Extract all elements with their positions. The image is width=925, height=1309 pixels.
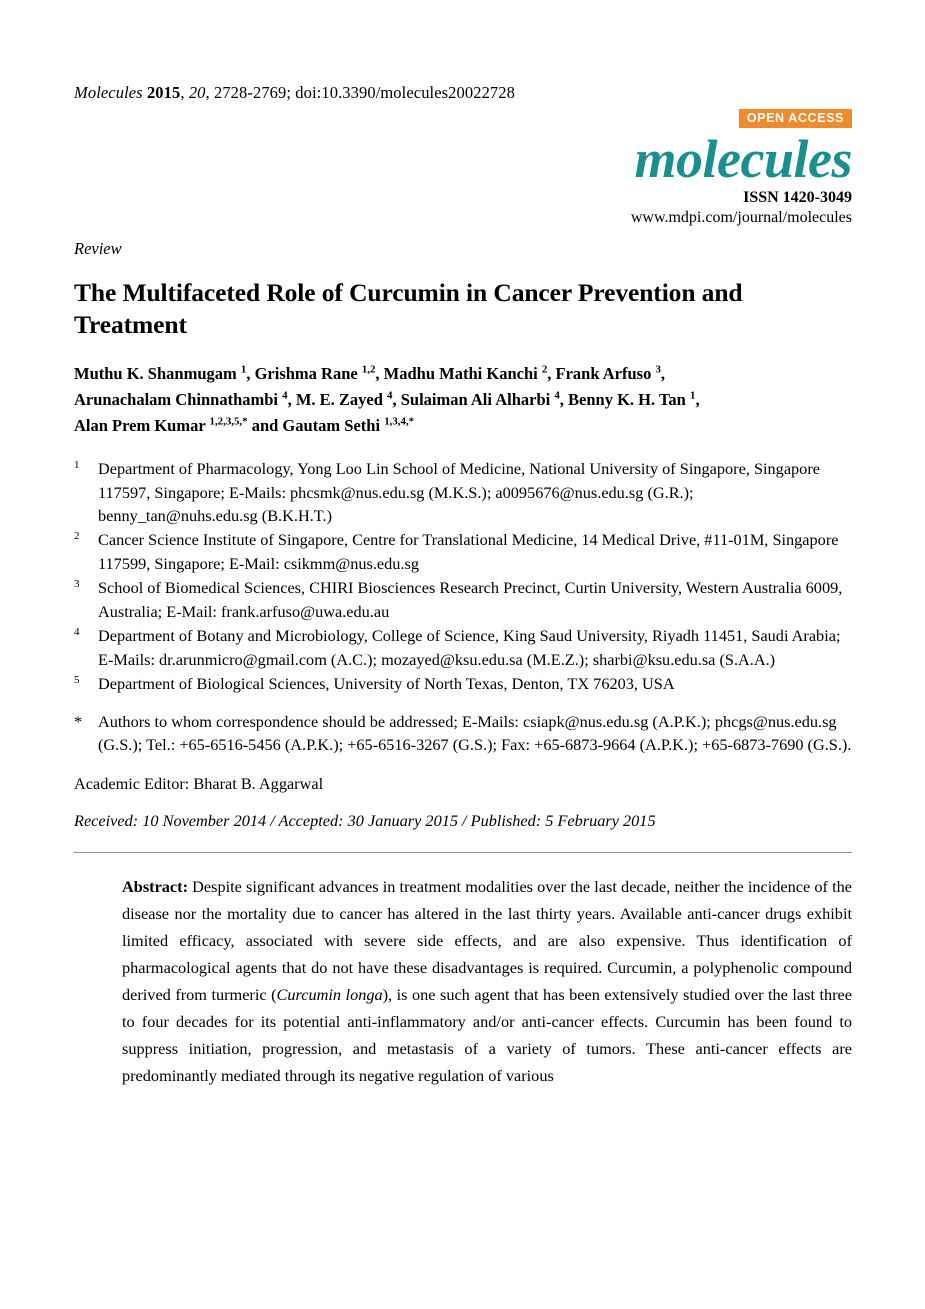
affiliation-item [74,672,852,695]
journal-volume: 20 [188,83,206,102]
publication-dates: Received: 10 November 2014 / Accepted: 30 January 2015 / Published: 5 February 2015 [74,810,656,830]
abstract-section [122,873,852,1089]
page-content [74,0,852,1089]
author-sep: , Benny K. H. Tan [559,389,690,409]
author-sep: , Grishma Rane [246,364,362,384]
author-affil-marker: 2 [541,363,548,376]
abstract-label: Abstract: [122,876,189,896]
author-affil-marker: 1 [240,363,247,376]
author-affil-marker: 1,3,4,* [384,415,415,428]
affiliation-item [74,624,852,671]
affiliation-marker: 5 [74,674,80,687]
author-affil-marker: 1,2 [361,363,376,376]
author-list [74,361,852,438]
abstract-italic-term: Curcumin longa [276,984,383,1004]
author-sep: and Gautam Sethi [247,415,385,435]
author-sep: , Frank Arfuso [547,364,656,384]
author-name: Alan Prem Kumar [74,415,210,435]
correspondence-text: Authors to whom correspondence should be addressed; E-Mails: csiapk@nus.edu.sg (A.P.K.); phcgs@nus.edu.sg (G.S.); Tel.: +65-6516-5456 (A.P.K.); +65-6516-3267 (G.S.); Fax: +65-6873-9664 (A.P.K.); +65-6873-7690 (G.S.). [98,711,852,755]
journal-year: 2015 [146,83,181,102]
affiliation-item [74,457,852,527]
academic-editor: Academic Editor: Bharat B. Aggarwal [74,773,324,793]
abstract-text-part2: ), is one such agent that has been extensively studied over the last three to four decades for its potential anti-inflammatory and/or anti-cancer effects. Curcumin has been found to suppress initiation, progression, and metastasis of a variety of tumors. These anti-cancer effects are predominantly mediated through its negative regulation of various [122,984,853,1085]
affiliation-marker: 3 [74,578,80,591]
article-type: Review [74,239,122,259]
author-line-3 [74,413,852,439]
author-affil-marker: 4 [387,389,393,402]
affiliation-text: Cancer Science Institute of Singapore, Centre for Translational Medicine, 14 Medical Drive, #11-01M, Singapore 117599, Singapore; E-Mail: csikmm@nus.edu.sg [98,530,839,573]
author-sep: , [660,364,666,384]
masthead [74,109,852,227]
author-affil-marker: 4 [554,389,560,402]
affiliation-text: Department of Pharmacology, Yong Loo Lin School of Medicine, National University of Singapore, Singapore 117597, Singapore; E-Mails: phcsmk@nus.edu.sg (M.K.S.); a0095676@nus.edu.sg (G.R.); benny_tan@nuhs.edu.sg (B.K.H.T.) [98,459,820,525]
author-affil-marker: 1 [690,389,696,402]
affiliation-text: Department of Botany and Microbiology, College of Science, King Saud University, Riyadh 11451, Saudi Arabia; E-Mails: dr.arunmicro@gmail.com (A.C.); mozayed@ksu.edu.sa (M.E.Z.); sharbi@ksu.edu.sa (S.A.A.) [98,626,841,669]
correspondence-item [74,710,852,757]
correspondence-marker: * [74,711,83,731]
affiliation-text: Department of Biological Sciences, University of North Texas, Denton, TX 76203, USA [98,674,675,694]
affiliation-marker: 4 [74,626,80,639]
journal-logo: molecules [634,129,852,189]
author-sep: , [695,389,700,409]
author-line-2 [74,387,852,413]
abstract-text-part1: Despite significant advances in treatment modalities over the last decade, neither the incidence of the disease nor the mortality due to cancer has altered in the last thirty years. Available anti-cancer drugs exhibit limited efficacy, associated with severe side effects, and are also expensive. Thus identification of pharmacological agents that do not have these disadvantages is required. Curcumin, a polyphenolic compound derived from turmeric ( [122,876,852,1004]
author-affil-marker: 3 [655,363,661,376]
author-affil-marker: 4 [282,389,288,402]
journal-pages: 2728-2769 [213,83,287,102]
journal-website[interactable]: www.mdpi.com/journal/molecules [630,209,852,227]
author-sep: , Madhu Mathi Kanchi [375,364,542,384]
page-title: The Multifaceted Role of Curcumin in Cancer Prevention and Treatment [74,278,743,340]
author-sep: , Sulaiman Ali Alharbi [392,389,555,409]
journal-issn: ISSN 1420-3049 [743,189,852,207]
affiliation-list [74,457,852,756]
open-access-badge: OPEN ACCESS [739,109,852,128]
author-affil-marker: 1,2,3,5,* [209,415,248,428]
journal-doi: doi:10.3390/molecules20022728 [295,83,515,102]
affiliation-marker: 1 [74,459,80,472]
author-sep: , M. E. Zayed [287,389,388,409]
affiliation-item [74,576,852,623]
affiliation-text: School of Biomedical Sciences, CHIRI Biosciences Research Precinct, Curtin University, Western Australia 6009, Australia; E-Mail: frank.arfuso@uwa.edu.au [98,578,843,621]
affiliation-item [74,528,852,575]
journal-citation-line: Molecules 2015, 20, 2728-2769; doi:10.3390/molecules20022728 [74,83,515,102]
affiliation-marker: 2 [74,530,80,543]
author-line-1 [74,361,852,387]
author-name: Muthu K. Shanmugam [74,364,241,384]
journal-name: Molecules [74,83,143,102]
horizontal-divider [74,852,852,853]
author-name: Arunachalam Chinnathambi [74,389,283,409]
